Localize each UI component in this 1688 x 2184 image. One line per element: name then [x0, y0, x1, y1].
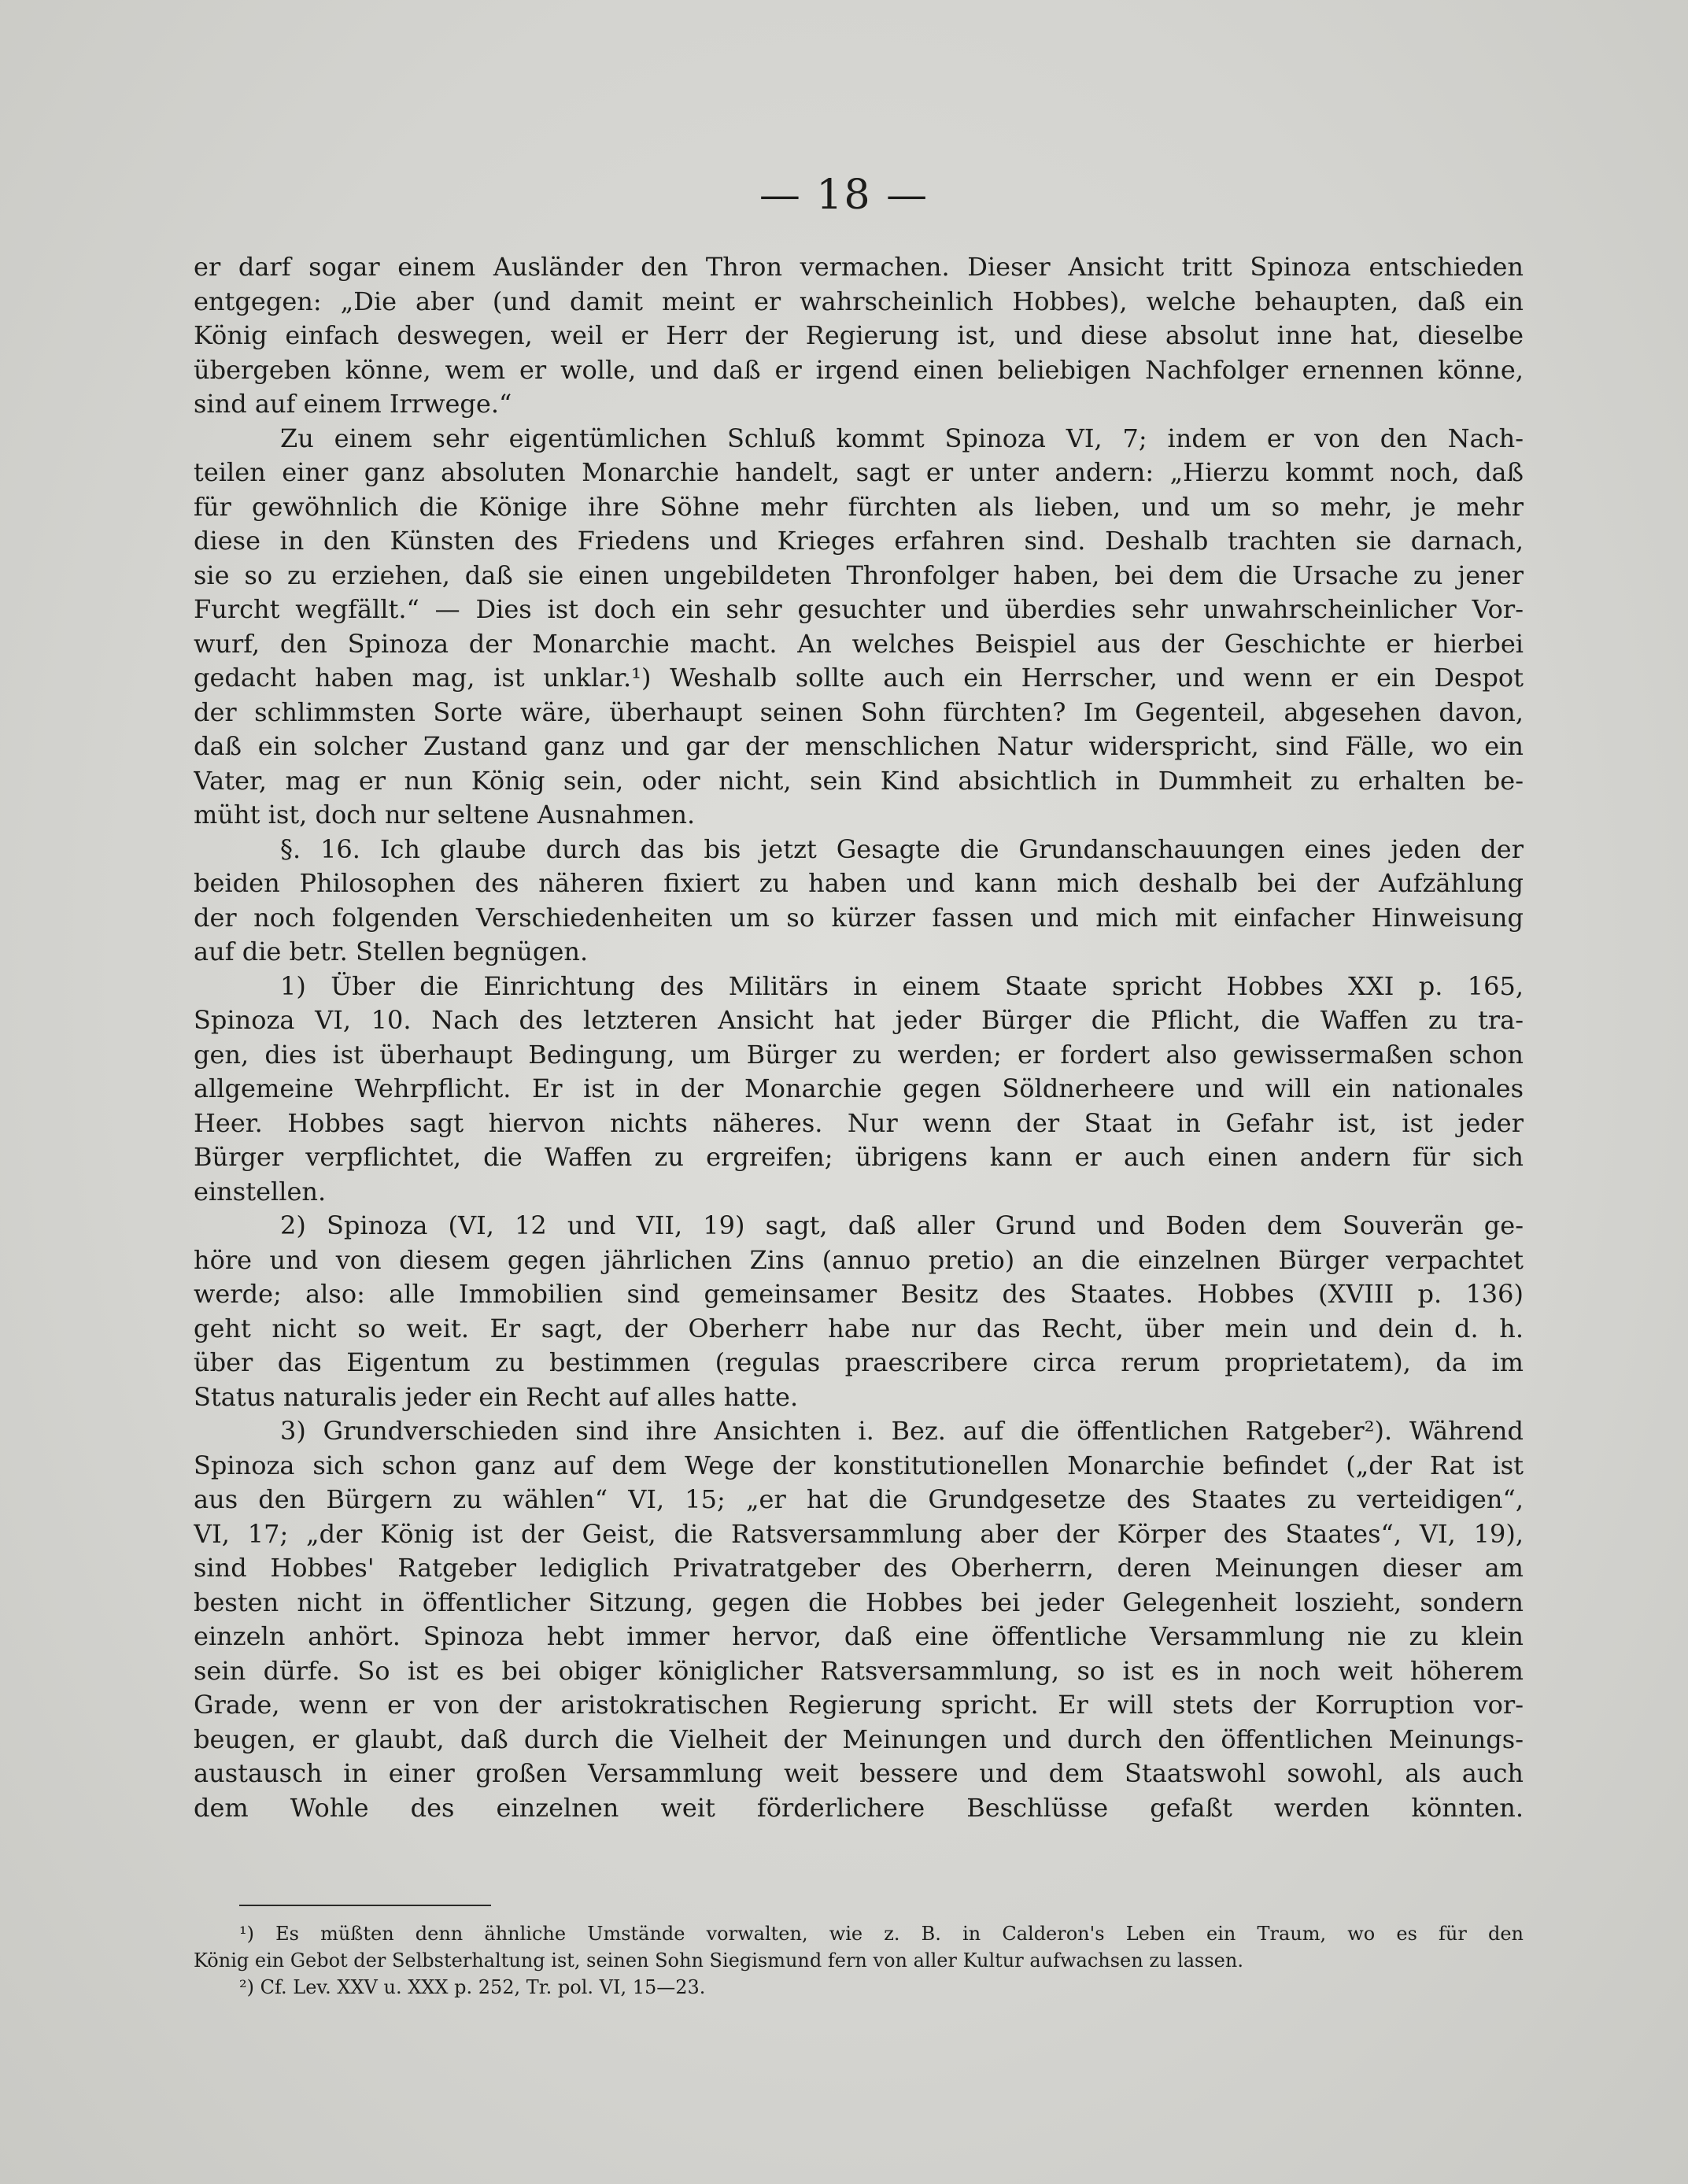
text-line: teilen einer ganz absoluten Monarchie handelt, sagt er unter andern: „Hierzu kommt noch, daß: [194, 457, 1524, 487]
text-line: Spinoza VI, 10. Nach des letzteren Ansicht hat jeder Bürger die Pflicht, die Waffen zu tra-: [194, 1005, 1524, 1035]
text-line: Status naturalis jeder ein Recht auf alles hatte.: [194, 1381, 799, 1412]
footnotes: [194, 1920, 1524, 2001]
text-line: beiden Philosophen des näheren fixiert zu haben und kann mich deshalb bei der Aufzählung: [194, 868, 1524, 898]
text-line: aus den Bürgern zu wählen“ VI, 15; „er hat die Grundgesetze des Staates zu verteidigen“,: [194, 1484, 1524, 1514]
section-heading-line: §. 16. Ich glaube durch das bis jetzt Gesagte die Grundanschauungen eines jeden der: [280, 833, 1524, 864]
main-text: [194, 250, 1524, 1860]
footnote-divider: [239, 1905, 491, 1906]
text-line: besten nicht in öffentlicher Sitzung, gegen die Hobbes bei jeder Gelegenheit loszieht, sondern: [194, 1587, 1524, 1617]
text-line: daß ein solcher Zustand ganz und gar der menschlichen Natur widerspricht, sind Fälle, wo ein: [194, 731, 1524, 761]
text-line: Furcht wegfällt.“ — Dies ist doch ein sehr gesuchter und überdies sehr unwahrscheinlicher Vor-: [194, 594, 1524, 624]
footnote-line: König ein Gebot der Selbsterhaltung ist, seinen Sohn Siegismund fern von aller Kultur aufwachsen zu lassen.: [194, 1949, 1243, 1972]
text-line: sie so zu erziehen, daß sie einen ungebildeten Thronfolger haben, bei dem die Ursache zu jener: [194, 560, 1524, 590]
text-line: König einfach deswegen, weil er Herr der Regierung ist, und diese absolut inne hat, dieselbe: [194, 320, 1524, 350]
text-line: beugen, er glaubt, daß durch die Vielheit der Meinungen und durch den öffentlichen Meinungs-: [194, 1724, 1524, 1754]
text-line: geht nicht so weit. Er sagt, der Oberherr habe nur das Recht, über mein und dein d. h.: [194, 1313, 1524, 1343]
text-line: er darf sogar einem Ausländer den Thron vermachen. Dieser Ansicht tritt Spinoza entschieden: [194, 252, 1524, 282]
footnote-line: ¹) Es müßten denn ähnliche Umstände vorwalten, wie z. B. in Calderon's Leben ein Traum, wo es für den: [239, 1923, 1524, 1945]
text-line: austausch in einer großen Versammlung weit bessere und dem Staatswohl sowohl, als auch: [194, 1758, 1524, 1788]
text-line: 2) Spinoza (VI, 12 und VII, 19) sagt, daß aller Grund und Boden dem Souverän ge-: [280, 1210, 1524, 1240]
text-line: allgemeine Wehrpflicht. Er ist in der Monarchie gegen Söldnerheere und will ein nationales: [194, 1074, 1524, 1103]
text-line: sind Hobbes' Ratgeber lediglich Privatratgeber des Oberherrn, deren Meinungen dieser am: [194, 1553, 1524, 1583]
text-line: sein dürfe. So ist es bei obiger königlicher Ratsversammlung, so ist es in noch weit höherem: [194, 1655, 1524, 1686]
page-number: — 18 —: [759, 172, 929, 219]
text-line: 1) Über die Einrichtung des Militärs in einem Staate spricht Hobbes XXI p. 165,: [280, 970, 1524, 1001]
text-line: dem Wohle des einzelnen weit förderlichere Beschlüsse gefaßt werden könnten.: [194, 1792, 1524, 1823]
text-line: Zu einem sehr eigentümlichen Schluß kommt Spinoza VI, 7; indem er von den Nach-: [280, 423, 1524, 453]
text-line: der noch folgenden Verschiedenheiten um so kürzer fassen und mich mit einfacher Hinweisung: [194, 902, 1524, 933]
text-line: über das Eigentum zu bestimmen (regulas praescribere circa rerum proprietatem), da im: [194, 1347, 1524, 1377]
footnote-line: ²) Cf. Lev. XXV u. XXX p. 252, Tr. pol. VI, 15—23.: [239, 1976, 706, 1998]
text-line: Vater, mag er nun König sein, oder nicht, sein Kind absichtlich in Dummheit zu erhalten be-: [194, 765, 1524, 796]
text-line: sind auf einem Irrwege.“: [194, 389, 512, 419]
text-line: Grade, wenn er von der aristokratischen Regierung spricht. Er will stets der Korruption vor-: [194, 1690, 1524, 1720]
text-line: [194, 1825, 1524, 1860]
text-line: auf die betr. Stellen begnügen.: [194, 937, 589, 966]
text-line: gen, dies ist überhaupt Bedingung, um Bürger zu werden; er fordert also gewissermaßen schon: [194, 1039, 1524, 1070]
text-line: Spinoza sich schon ganz auf dem Wege der konstitutionellen Monarchie befindet („der Rat ist: [194, 1450, 1524, 1480]
text-line: 3) Grundverschieden sind ihre Ansichten i. Bez. auf die öffentlichen Ratgeber²). Während: [280, 1416, 1524, 1446]
text-line: für gewöhnlich die Könige ihre Söhne mehr fürchten als lieben, und um so mehr, je mehr: [194, 491, 1524, 522]
text-line: diese in den Künsten des Friedens und Krieges erfahren sind. Deshalb trachten sie darnach,: [194, 526, 1524, 556]
text-line: übergeben könne, wem er wolle, und daß er irgend einen beliebigen Nachfolger ernennen könne,: [194, 354, 1524, 385]
text-line: werde; also: alle Immobilien sind gemeinsamer Besitz des Staates. Hobbes (XVIII p. 136): [194, 1279, 1524, 1309]
text-line: wurf, den Spinoza der Monarchie macht. An welches Beispiel aus der Geschichte er hierbei: [194, 628, 1524, 659]
text-line: Bürger verpflichtet, die Waffen zu ergreifen; übrigens kann er auch einen andern für sich: [194, 1142, 1524, 1172]
text-line: höre und von diesem gegen jährlichen Zins (annuo pretio) an die einzelnen Bürger verpachtet: [194, 1244, 1524, 1275]
text-line: gedacht haben mag, ist unklar.¹) Weshalb sollte auch ein Herrscher, und wenn er ein Despot: [194, 663, 1524, 693]
text-line: müht ist, doch nur seltene Ausnahmen.: [194, 800, 696, 830]
text-line: VI, 17; „der König ist der Geist, die Ratsversammlung aber der Körper des Staates“, VI, 19),: [194, 1518, 1524, 1549]
text-line: einzeln anhört. Spinoza hebt immer hervor, daß eine öffentliche Versammlung nie zu klein: [194, 1621, 1524, 1651]
text-line: der schlimmsten Sorte wäre, überhaupt seinen Sohn fürchten? Im Gegenteil, abgesehen davon,: [194, 697, 1524, 727]
text-line: entgegen: „Die aber (und damit meint er wahrscheinlich Hobbes), welche behaupten, daß ein: [194, 286, 1524, 316]
text-line: einstellen.: [194, 1176, 327, 1207]
text-line: Heer. Hobbes sagt hiervon nichts näheres. Nur wenn der Staat in Gefahr ist, ist jeder: [194, 1107, 1524, 1138]
